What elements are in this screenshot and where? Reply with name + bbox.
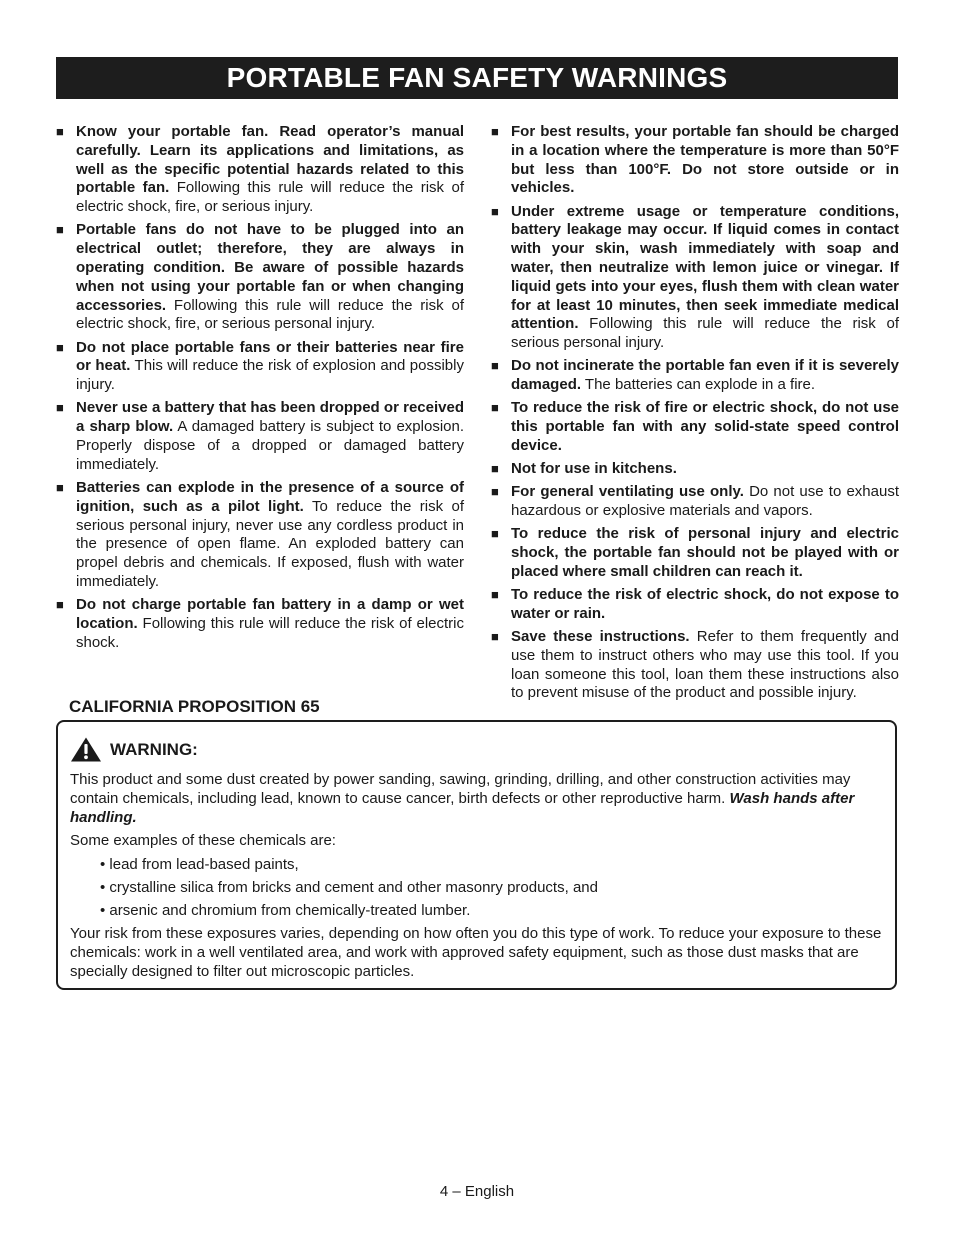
warning-text: Refer to them frequently and use them to instruct others who may use this tool. If you loan someone this tool, loan them these instructions also to prevent misuse of the product and possible injury.: [511, 628, 899, 702]
warning-text: Do not use to exhaust hazardous or explosive materials and vapors.: [511, 483, 899, 520]
warning-box: [56, 720, 897, 990]
warning-bold-text: To reduce the risk of fire or electric shock, do not use this portable fan with any solid-state speed control device.: [511, 399, 899, 454]
warning-label: WARNING:: [110, 739, 198, 759]
warning-bold-text: Portable fans do not have to be plugged into an electrical outlet; therefore, they are always in operating condition. Be aware of possible hazards when not using your portable fan or when changing accessories.: [76, 221, 464, 314]
list-item: [56, 399, 464, 474]
closing-paragraph: Your risk from these exposures varies, depending on how often you do this type of work. To reduce your exposure to these chemicals: work in a well ventilated area, and work with approved safety equipment, such as those dust masks that are specially designed to filter out microscopic particles.: [70, 925, 882, 980]
warning-bold-text: Never use a battery that has been dropped or received a sharp blow.: [76, 399, 464, 436]
square-bullet-icon: ■: [56, 400, 64, 416]
warning-bold-text: Batteries can explode in the presence of a source of ignition, such as a pilot light.: [76, 478, 464, 515]
square-bullet-icon: ■: [56, 339, 64, 355]
warning-bold-text: For general ventilating use only.: [511, 483, 744, 501]
list-item: • lead from lead-based paints,: [100, 856, 299, 874]
warning-bold-text: Do not incinerate the portable fan even if it is severely damaged.: [511, 357, 899, 394]
examples-lead: Some examples of these chemicals are:: [70, 832, 336, 850]
warning-text: Following this rule will reduce the risk of serious personal injury.: [511, 315, 899, 352]
warning-text: This will reduce the risk of explosion and possibly injury.: [76, 357, 464, 394]
list-item: [491, 203, 899, 353]
list-item: [491, 399, 899, 455]
warning-bold-text: Do not place portable fans or their batteries near fire or heat.: [76, 338, 464, 375]
list-item: [491, 123, 899, 198]
list-item: [56, 221, 464, 334]
page-title: PORTABLE FAN SAFETY WARNINGS: [226, 62, 728, 93]
list-item: [491, 460, 899, 479]
warning-bold-text: To reduce the risk of personal injury and electric shock, the portable fan should not be played with or placed where small children can reach it.: [511, 525, 899, 580]
square-bullet-icon: ■: [56, 479, 64, 495]
warning-text: Following this rule will reduce the risk of electric shock, fire, or serious personal injury.: [76, 296, 464, 333]
square-bullet-icon: ■: [491, 461, 499, 477]
warning-body: [70, 771, 885, 987]
intro-emphasis: Wash hands after handling.: [70, 789, 855, 826]
list-item: [491, 628, 899, 703]
list-item: [491, 525, 899, 581]
warning-bold-text: To reduce the risk of electric shock, do not expose to water or rain.: [511, 586, 899, 622]
section-heading: CALIFORNIA PROPOSITION 65: [69, 697, 320, 716]
list-item: [56, 123, 464, 217]
intro-text: This product and some dust created by power sanding, sawing, grinding, drilling, and other construction activities may contain chemicals, including lead, known to cause cancer, birth defects or other reproductive harm.: [70, 771, 851, 807]
list-item: [56, 596, 464, 652]
list-item: • arsenic and chromium from chemically-treated lumber.: [100, 902, 471, 920]
list-item: [56, 479, 464, 592]
warning-bold-text: Save these instructions.: [511, 628, 690, 646]
warning-bold-text: Know your portable fan. Read operator’s manual carefully. Learn its applications and limitations, as well as the specific potential hazards related to this portable fan.: [76, 123, 464, 197]
warning-text: The batteries can explode in a fire.: [581, 376, 816, 394]
left-column: [56, 123, 464, 657]
square-bullet-icon: ■: [491, 484, 499, 500]
page-number: 4 – English: [439, 1183, 515, 1200]
list-item: [491, 483, 899, 521]
square-bullet-icon: ■: [491, 124, 499, 139]
square-bullet-icon: ■: [491, 203, 499, 219]
warning-bold-text: Do not charge portable fan battery in a damp or wet location.: [76, 596, 464, 632]
warning-bold-text: For best results, your portable fan should be charged in a location where the temperature is more than 50°F but less than 100°F. Do not store outside or in vehicles.: [511, 123, 899, 197]
warning-text: To reduce the risk of serious personal injury, never use any cordless product in the presence of open flame. An exploded battery can propel debris and chemicals. If exposed, flush with water immediately.: [76, 497, 465, 590]
warning-header: [70, 736, 198, 763]
square-bullet-icon: ■: [56, 597, 64, 613]
warning-bold-text: Not for use in kitchens.: [511, 460, 677, 478]
list-item: • crystalline silica from bricks and cement and other masonry products, and: [100, 879, 598, 897]
square-bullet-icon: ■: [56, 222, 64, 238]
square-bullet-icon: ■: [491, 629, 499, 645]
square-bullet-icon: ■: [491, 587, 499, 603]
square-bullet-icon: ■: [491, 400, 499, 416]
square-bullet-icon: ■: [56, 124, 64, 139]
warning-intro: [70, 771, 885, 827]
list-item: [491, 357, 899, 395]
warning-triangle-icon: [70, 736, 102, 763]
square-bullet-icon: ■: [491, 358, 499, 374]
warning-text: A damaged battery is subject to explosion. Properly dispose of a dropped or damaged battery immediately.: [76, 418, 464, 473]
square-bullet-icon: ■: [491, 526, 499, 542]
title-banner: [56, 57, 898, 99]
right-column: [491, 123, 899, 708]
examples-list: [70, 856, 885, 921]
warning-text: Following this rule will reduce the risk of electric shock.: [76, 614, 464, 651]
list-item: [491, 586, 899, 624]
warning-bold-text: Under extreme usage or temperature conditions, battery leakage may occur. If liquid comes in contact with your skin, wash immediately with soap and water, then neutralize with lemon juice or vinegar. If liquid gets into your eyes, flush them with clean water for at least 10 minutes, then seek immediate medical attention.: [511, 202, 899, 333]
list-item: [56, 339, 464, 395]
warning-text: Following this rule will reduce the risk of electric shock, fire, or serious injury.: [76, 179, 464, 216]
